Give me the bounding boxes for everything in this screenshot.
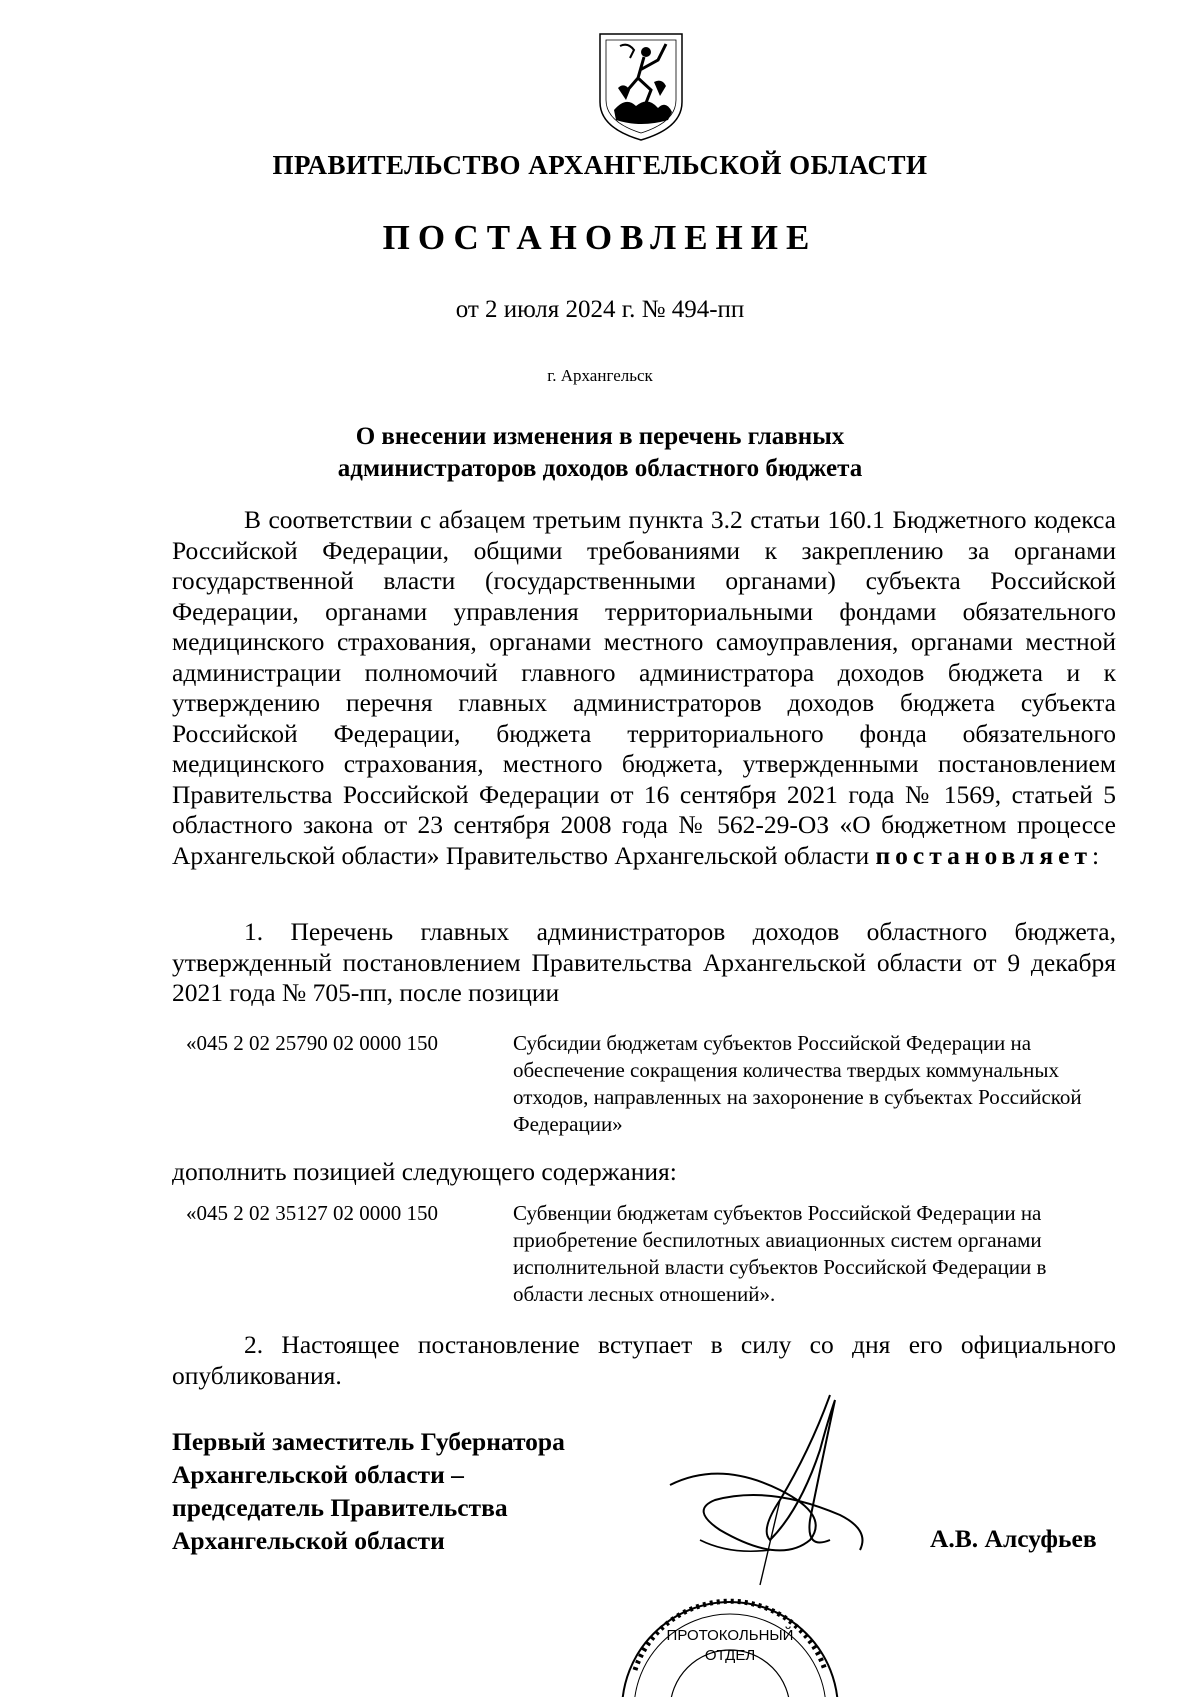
signer-position-line-3: председатель Правительства	[172, 1493, 508, 1522]
signer-position-line-4: Архангельской области	[172, 1526, 445, 1555]
heading-line-1: О внесении изменения в перечень главных	[355, 423, 845, 450]
add-position-line: дополнить позицией следующего содержания:	[172, 1157, 677, 1186]
clause-1-paragraph: 1. Перечень главных администраторов доходов областного бюджета, утвержденный постановлением Правительства Архангельской области от 9 декабря 2021 года № 705-пп, после позиции	[172, 917, 1116, 1007]
stamp-center-line-1: ПРОТОКОЛЬНЫЙ	[666, 1627, 794, 1644]
heading-line-2: администраторов доходов областного бюджета	[337, 455, 863, 482]
preamble-paragraph	[172, 505, 1116, 871]
position-1-name: Субсидии бюджетам субъектов Российской Федерации на обеспечение сокращения количества твердых коммунальных отходов, направленных на захоронение в субъектах Российской Федерации»	[513, 1031, 1082, 1136]
government-name: ПРАВИТЕЛЬСТВО АРХАНГЕЛЬСКОЙ ОБЛАСТИ	[272, 150, 928, 180]
document-city: г. Архангельск	[547, 366, 653, 385]
signer-position	[172, 1425, 565, 1557]
official-stamp	[615, 1560, 845, 1697]
signer-name: А.В. Алсуфьев	[930, 1524, 1097, 1553]
position-2-code: «045 2 02 35127 02 0000 150	[186, 1201, 438, 1225]
signer-position-line-1: Первый заместитель Губернатора	[172, 1427, 565, 1456]
document-heading	[0, 421, 1200, 485]
resolves-keyword: постановляет	[875, 840, 1093, 870]
position-2-name: Субвенции бюджетам субъектов Российской Федерации на приобретение беспилотных авиационных систем органами исполнительной власти субъектов Российской Федерации в области лесных отношений».	[513, 1201, 1047, 1306]
clause-2-paragraph: 2. Настоящее постановление вступает в силу со дня его официального опубликования.	[172, 1330, 1116, 1390]
signer-position-line-2: Архангельской области –	[172, 1460, 464, 1489]
preamble-text: В соответствии с абзацем третьим пункта 3.2 статьи 160.1 Бюджетного кодекса Российской Федерации, общими требованиями к закреплению за органами государственной власти (государственными органами) субъекта Российской Федерации, органами управления территориальными фондами обязательного медицинского страхования, органами местного самоуправления, органами местной администрации полномочий главного администратора доходов бюджета и к утверждению перечня главных администраторов доходов бюджета субъекта Российской Федерации, бюджета территориального фонда обязательного медицинского страхования, местного бюджета, утвержденными постановлением Правительства Российской Федерации от 16 сентября 2021 года № 1569, статьей 5 областного закона от 23 сентября 2008 года № 562-29-ОЗ «О бюджетном процессе Архангельской области» Правительство Архангельской области	[172, 505, 1116, 870]
position-1-code: «045 2 02 25790 02 0000 150	[186, 1031, 438, 1055]
coat-of-arms-icon	[596, 30, 686, 142]
stamp-center-line-2: ОТДЕЛ	[704, 1647, 756, 1664]
document-date-number: от 2 июля 2024 г. № 494-пп	[455, 296, 745, 323]
document-type: ПОСТАНОВЛЕНИЕ	[382, 218, 818, 257]
preamble-end: :	[1092, 840, 1100, 870]
